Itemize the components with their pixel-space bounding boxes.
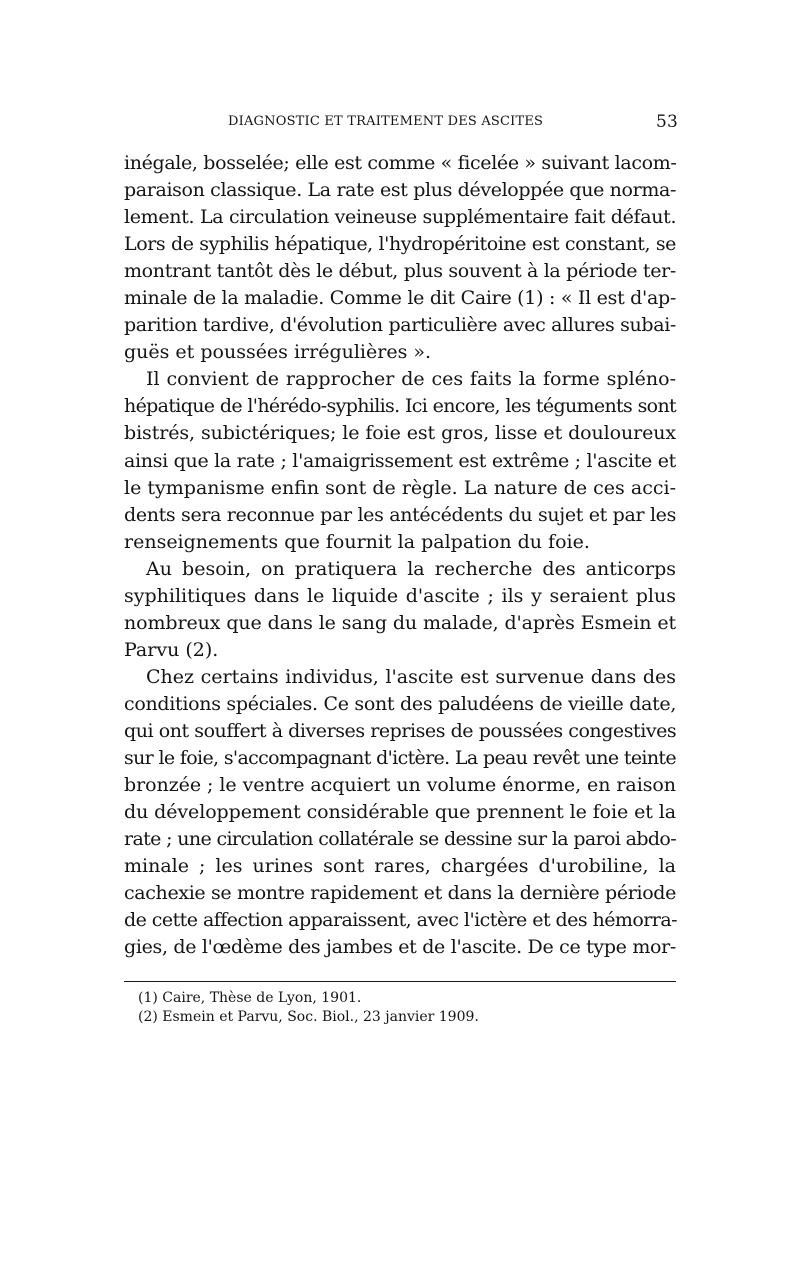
- text-line: minale ; les urines sont rares, chargées d'urobiline, la: [124, 855, 676, 878]
- text-line: Chez certains individus, l'ascite est survenue dans des: [146, 665, 676, 688]
- running-title: DIAGNOSTIC ET TRAITEMENT DES ASCITES: [228, 114, 544, 129]
- text-line: renseignements que fournit la palpation du foie.: [124, 530, 590, 553]
- text-line: sur le foie, s'accompagnant d'ictère. La peau revêt une teinte: [124, 747, 676, 770]
- text-line: le tympanisme enfin sont de règle. La nature de ces acci-: [124, 476, 676, 499]
- text-line: Au besoin, on pratiquera la recherche des anticorps: [146, 557, 676, 580]
- text-line: Lors de syphilis hépatique, l'hydropéritoine est constant, se: [124, 233, 676, 256]
- text-line: nombreux que dans le sang du malade, d'après Esmein et: [124, 611, 677, 634]
- text-line: rate ; une circulation collatérale se dessine sur la paroi abdo-: [124, 828, 676, 851]
- text-line: hépatique de l'hérédo-syphilis. Ici encore, les téguments sont: [124, 395, 676, 418]
- text-line: Parvu (2).: [124, 638, 219, 661]
- text-line: du développement considérable que prennent le foie et la: [124, 801, 676, 824]
- text-line: cachexie se montre rapidement et dans la dernière période: [124, 882, 676, 905]
- text-line: bronzée ; le ventre acquiert un volume énorme, en raison: [124, 774, 676, 797]
- text-line: gies, de l'œdème des jambes et de l'ascite. De ce type mor-: [124, 936, 676, 959]
- text-line: dents sera reconnue par les antécédents du sujet et par les: [124, 503, 676, 526]
- footnote: (2) Esmein et Parvu, Soc. Biol., 23 janvier 1909.: [138, 1009, 479, 1025]
- text-line: lement. La circulation veineuse supplémentaire fait défaut.: [124, 206, 677, 229]
- text-line: paraison classique. La rate est plus développée que norma-: [124, 179, 677, 202]
- footnotes: [138, 989, 479, 1027]
- text-line: Il convient de rapprocher de ces faits la forme spléno-: [146, 368, 676, 391]
- body-text: [124, 150, 676, 961]
- page-number: 53: [655, 112, 678, 132]
- footnote: (1) Caire, Thèse de Lyon, 1901.: [138, 990, 362, 1006]
- text-line: bistrés, subictériques; le foie est gros, lisse et douloureux: [124, 422, 676, 445]
- text-line: minale de la maladie. Comme le dit Caire (1) : « Il est d'ap-: [124, 287, 676, 310]
- footnote-rule: [124, 981, 676, 982]
- text-line: guës et poussées irrégulières ».: [124, 341, 432, 364]
- text-line: de cette affection apparaissent, avec l'ictère et des hémorra-: [124, 909, 677, 932]
- text-line: conditions spéciales. Ce sont des paludéens de vieille date,: [124, 692, 677, 715]
- text-line: inégale, bosselée; elle est comme « ficelée » suivant lacom-: [124, 152, 677, 174]
- text-line: montrant tantôt dès le début, plus souvent à la période ter-: [124, 260, 676, 283]
- text-line: ainsi que la rate ; l'amaigrissement est extrême ; l'ascite et: [124, 449, 676, 472]
- text-line: qui ont souffert à diverses reprises de poussées congestives: [124, 719, 677, 742]
- text-line: syphilitiques dans le liquide d'ascite ; ils y seraient plus: [124, 584, 676, 607]
- text-line: parition tardive, d'évolution particulière avec allures subai-: [124, 314, 676, 337]
